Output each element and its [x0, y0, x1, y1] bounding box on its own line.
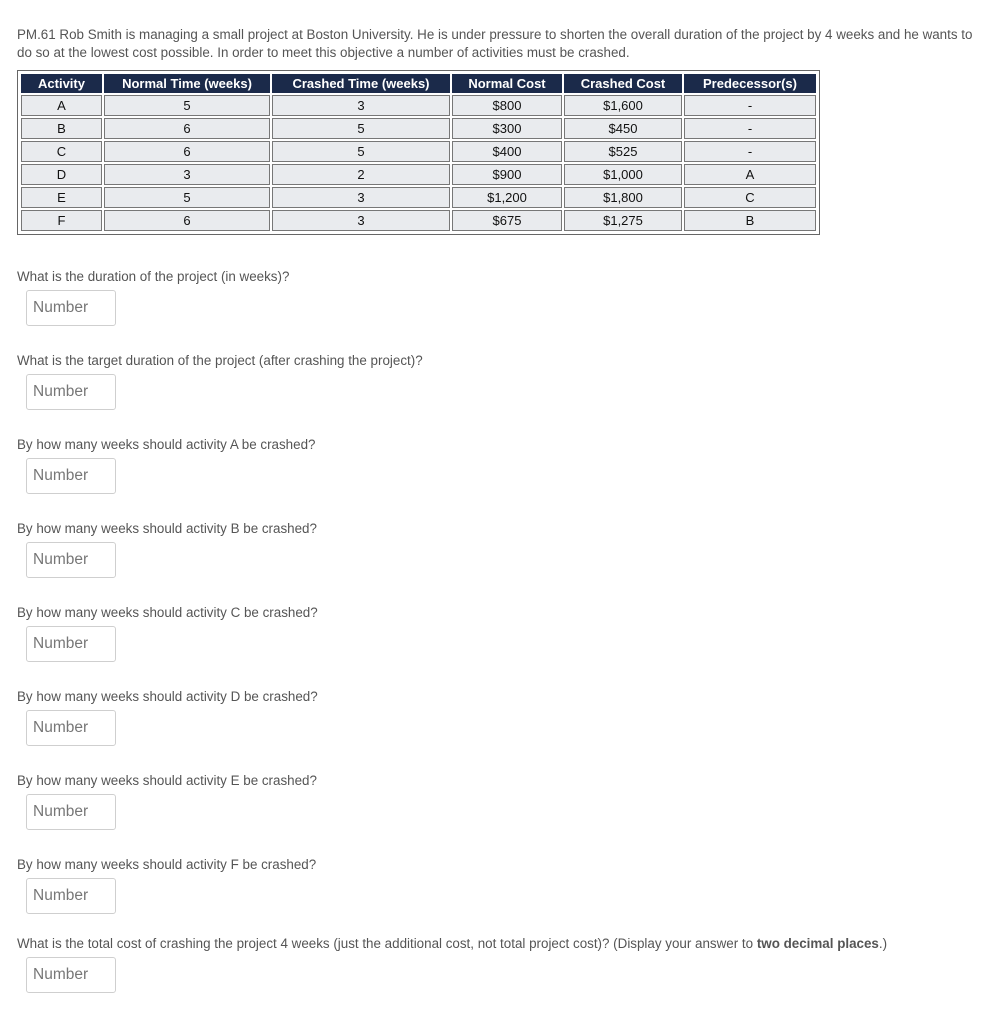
- cell-predecessors: B: [684, 210, 816, 231]
- cell-crashed-time: 5: [272, 141, 450, 162]
- crash-b-input[interactable]: [26, 542, 116, 578]
- question-crash-f: By how many weeks should activity F be crashed?: [17, 857, 317, 872]
- total-crash-cost-input[interactable]: [26, 957, 116, 993]
- cell-activity: E: [21, 187, 102, 208]
- cell-predecessors: -: [684, 141, 816, 162]
- crash-f-input[interactable]: [26, 878, 116, 914]
- question-crash-b: By how many weeks should activity B be crashed?: [17, 521, 317, 536]
- question-crash-e: By how many weeks should activity E be crashed?: [17, 773, 317, 788]
- question-target-duration: What is the target duration of the project (after crashing the project)?: [17, 353, 423, 368]
- question-crash-c: By how many weeks should activity C be crashed?: [17, 605, 318, 620]
- cell-normal-cost: $675: [452, 210, 562, 231]
- cell-crashed-time: 2: [272, 164, 450, 185]
- cell-crashed-time: 3: [272, 187, 450, 208]
- cell-crashed-time: 3: [272, 95, 450, 116]
- question-duration: What is the duration of the project (in weeks)?: [17, 269, 290, 284]
- cell-activity: B: [21, 118, 102, 139]
- cell-crashed-cost: $1,800: [564, 187, 682, 208]
- duration-input[interactable]: [26, 290, 116, 326]
- cell-crashed-cost: $1,000: [564, 164, 682, 185]
- question-emphasis: two decimal places: [756, 936, 879, 951]
- header-predecessors: Predecessor(s): [684, 74, 816, 93]
- cell-normal-time: 6: [104, 118, 270, 139]
- cell-activity: C: [21, 141, 102, 162]
- cell-crashed-cost: $1,600: [564, 95, 682, 116]
- cell-predecessors: A: [684, 164, 816, 185]
- cell-activity: F: [21, 210, 102, 231]
- question-crash-a: By how many weeks should activity A be crashed?: [17, 437, 316, 452]
- cell-normal-time: 6: [104, 210, 270, 231]
- table-row: [21, 187, 816, 208]
- question-crash-d: By how many weeks should activity D be crashed?: [17, 689, 318, 704]
- table-row: [21, 164, 816, 185]
- cell-normal-time: 3: [104, 164, 270, 185]
- cell-normal-time: 6: [104, 141, 270, 162]
- cell-normal-time: 5: [104, 95, 270, 116]
- cell-normal-cost: $900: [452, 164, 562, 185]
- target-duration-input[interactable]: [26, 374, 116, 410]
- problem-statement: PM.61 Rob Smith is managing a small project at Boston University. He is under pressure to shorten the overall duration of the project by 4 weeks and he wants to do so at the lowest cost possible. In order to meet this objective a number of activities must be crashed.: [17, 27, 973, 60]
- cell-normal-time: 5: [104, 187, 270, 208]
- crash-a-input[interactable]: [26, 458, 116, 494]
- header-normal-time: Normal Time (weeks): [104, 74, 270, 93]
- header-crashed-time: Crashed Time (weeks): [272, 74, 450, 93]
- table-row: [21, 118, 816, 139]
- cell-activity: D: [21, 164, 102, 185]
- crash-e-input[interactable]: [26, 794, 116, 830]
- table-row: [21, 95, 816, 116]
- header-crashed-cost: Crashed Cost: [564, 74, 682, 93]
- question-text: What is the total cost of crashing the project 4 weeks (just the additional cost, not total project cost)? (Display your answer to: [17, 936, 757, 951]
- cell-normal-cost: $800: [452, 95, 562, 116]
- cell-crashed-time: 3: [272, 210, 450, 231]
- header-activity: Activity: [21, 74, 102, 93]
- question-suffix: .): [878, 936, 888, 951]
- cell-crashed-cost: $1,275: [564, 210, 682, 231]
- cell-crashed-cost: $450: [564, 118, 682, 139]
- cell-crashed-cost: $525: [564, 141, 682, 162]
- cell-normal-cost: $400: [452, 141, 562, 162]
- cell-normal-cost: $1,200: [452, 187, 562, 208]
- cell-crashed-time: 5: [272, 118, 450, 139]
- activity-table: [17, 70, 820, 235]
- cell-activity: A: [21, 95, 102, 116]
- crash-c-input[interactable]: [26, 626, 116, 662]
- table-row: [21, 210, 816, 231]
- crash-d-input[interactable]: [26, 710, 116, 746]
- table-row: [21, 141, 816, 162]
- cell-predecessors: -: [684, 95, 816, 116]
- header-normal-cost: Normal Cost: [452, 74, 562, 93]
- question-total-crash-cost: [17, 936, 887, 951]
- cell-normal-cost: $300: [452, 118, 562, 139]
- cell-predecessors: -: [684, 118, 816, 139]
- cell-predecessors: C: [684, 187, 816, 208]
- table-header-row: [21, 74, 816, 93]
